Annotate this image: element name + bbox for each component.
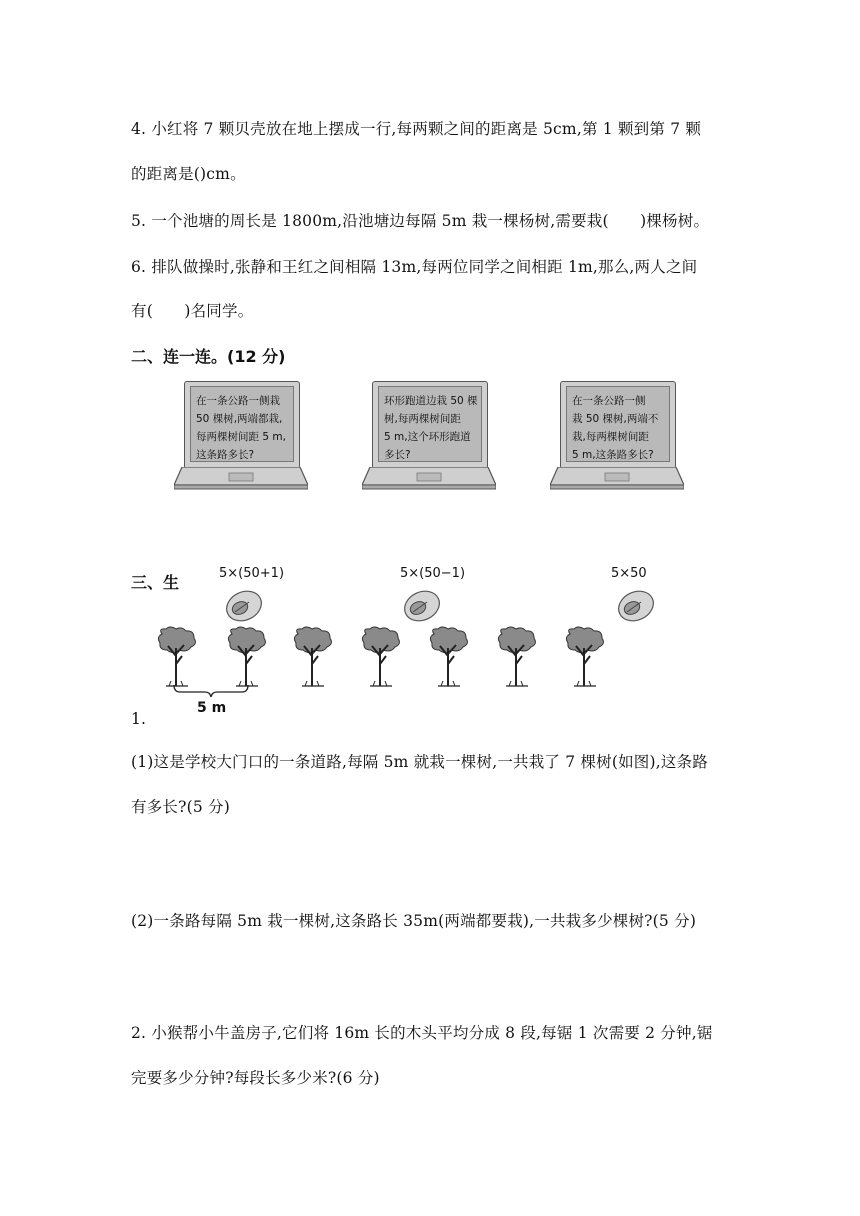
q4-line2: 的距离是()cm。 [131, 165, 246, 183]
formula-3: 5×50 [611, 566, 647, 581]
tree-icon [226, 626, 268, 690]
q4-line1: 4. 小红将 7 颗贝壳放在地上摆成一行,每两颗之间的距离是 5cm,第 1 颗到第 7 颗 [131, 120, 702, 138]
mouse-icon [400, 588, 442, 624]
laptop-card-3-text: 在一条公路一侧 栽 50 棵树,两端不 栽,每两棵树间距 5 m,这条路多长? [572, 395, 659, 461]
q1-number: 1. [131, 710, 147, 728]
laptop-card-2 [362, 381, 496, 491]
q2-line2: 完要多少分钟?每段长多少米?(6 分) [131, 1069, 380, 1087]
distance-label: 5 m [197, 700, 227, 716]
formula-1: 5×(50+1) [219, 566, 285, 581]
laptop-card-3 [550, 381, 684, 491]
match-section-heading: 二、连一连。(12 分) [131, 347, 286, 366]
formula-2: 5×(50−1) [400, 566, 466, 581]
q2-line1: 2. 小猴帮小牛盖房子,它们将 16m 长的木头平均分成 8 段,每锯 1 次需要 2 分钟,锯 [131, 1024, 713, 1042]
q1-2-text: (2)一条路每隔 5m 栽一棵树,这条路长 35m(两端都要栽),一共栽多少棵树?(5 分) [131, 912, 697, 930]
laptop-card-1-text: 在一条公路一侧栽 50 棵树,两端都栽, 每两棵树间距 5 m, 这条路多长? [196, 395, 286, 461]
mouse-icon [222, 588, 264, 624]
solve-section-heading: 三、生 [131, 573, 180, 592]
tree-icon [496, 626, 538, 690]
tree-icon [428, 626, 470, 690]
laptop-base-icon [362, 467, 496, 491]
q6-line1: 6. 排队做操时,张静和王红之间相隔 13m,每两位同学之间相距 1m,那么,两人之间 [131, 258, 698, 276]
laptop-base-icon [174, 467, 308, 491]
tree-icon [156, 626, 198, 690]
mouse-icon [614, 588, 656, 624]
q5-text: 5. 一个池塘的周长是 1800m,沿池塘边每隔 5m 栽一棵杨树,需要栽( )棵杨树。 [131, 212, 710, 230]
distance-brace [172, 684, 250, 698]
tree-icon [360, 626, 402, 690]
tree-icon [292, 626, 334, 690]
laptop-card-2-text: 环形跑道边栽 50 棵 树,每两棵树间距 5 m,这个环形跑道 多长? [384, 395, 478, 461]
q1-1-line1: (1)这是学校大门口的一条道路,每隔 5m 就栽一棵树,一共栽了 7 棵树(如图),这条路 [131, 753, 708, 771]
q1-1-line2: 有多长?(5 分) [131, 798, 230, 816]
laptop-base-icon [550, 467, 684, 491]
laptop-card-1 [174, 381, 308, 491]
tree-icon [564, 626, 606, 690]
q6-line2: 有( )名同学。 [131, 302, 254, 320]
